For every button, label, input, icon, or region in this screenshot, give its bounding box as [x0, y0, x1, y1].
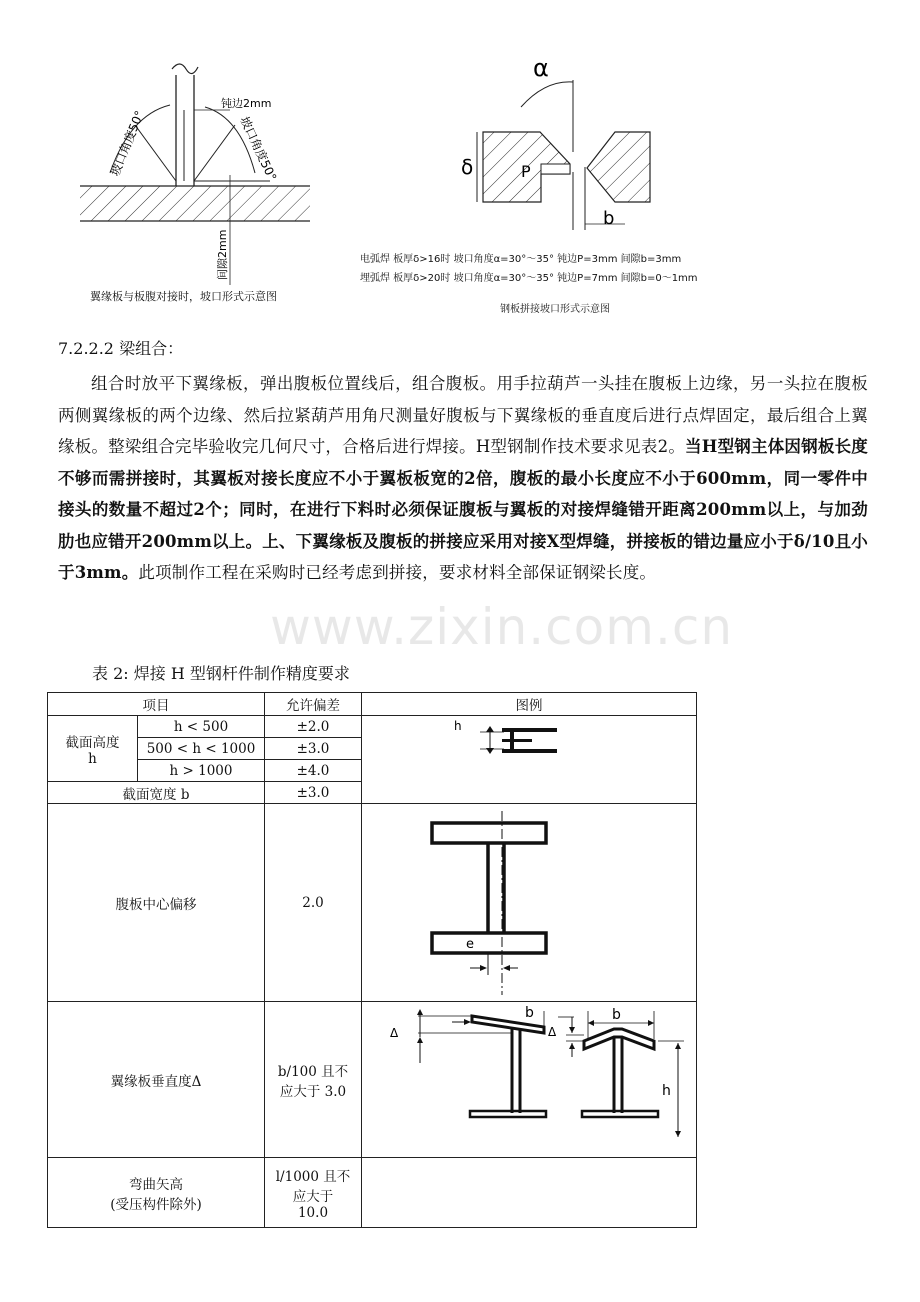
bevel-angle-right-label: 坡口角度50°: [237, 114, 280, 184]
height-label-2: h: [88, 750, 97, 767]
bend-tol-2: 应大于: [292, 1188, 334, 1205]
fig-delta-label-2: Δ: [548, 1024, 557, 1039]
flange-tol-cell: [265, 1002, 362, 1158]
flange-tol-1: b/100 且不: [277, 1063, 349, 1080]
header-tolerance: 允许偏差: [265, 693, 362, 716]
blunt-edge-label: 钝边2mm: [221, 97, 272, 110]
bend-tol-1: l/1000 且不: [275, 1168, 351, 1185]
bevel-angle-left-label: 坡口角度50°: [107, 108, 147, 179]
header-item: 项目: [48, 693, 265, 716]
alpha-label: α: [533, 54, 549, 82]
fig-b-label-1: b: [525, 1004, 534, 1021]
fig-cell-section: [362, 716, 697, 804]
paragraph-normal-1: 组合时放平下翼缘板，弹出腹板位置线后，组合腹板。用手拉葫芦一头挂在腹板上边缘，另一头拉在腹板两侧翼缘板的两个边缘、然后拉紧葫芦用角尺测量好腹板与下翼缘板的垂直度后进行点焊固定，最后组合上翼缘板。整梁组合完毕验收完几何尺寸，合格后进行焊接。H型钢制作技术要求见表2。: [58, 374, 868, 456]
fig-b-label-2: b: [612, 1006, 621, 1023]
fig-cell-bend: [362, 1158, 697, 1228]
fig-e-label: e: [466, 936, 474, 952]
section-heading: 7.2.2.2 梁组合：: [58, 339, 184, 358]
bend-label-cell: [48, 1158, 265, 1228]
p-label: P: [521, 162, 531, 181]
fig-delta-label-1: Δ: [390, 1025, 399, 1040]
body-paragraph: [58, 368, 868, 589]
right-figure-caption: 钢板拼接坡口形式示意图: [500, 304, 610, 315]
table-row: [48, 804, 697, 1002]
table-row: [48, 716, 697, 738]
spec-table: [47, 692, 697, 1228]
fig-cell-flange: [362, 1002, 697, 1158]
bend-label-2: (受压构件除外): [110, 1196, 202, 1213]
left-bevel-figure: [70, 55, 320, 315]
gap-label: 间隙2mm: [216, 229, 229, 280]
web-offset-figure: [362, 805, 696, 1001]
height-tol-3: ±4.0: [265, 760, 362, 782]
right-note-line2: 埋弧焊 板厚δ>20时 坡口角度α=30°～35° 钝边P=7mm 间隙b=0～1mm: [360, 273, 698, 284]
fig-h-label-1: h: [454, 719, 462, 733]
height-range-2: 500 < h < 1000: [138, 738, 265, 760]
paragraph-normal-2: 此项制作工程在采购时已经考虑到拼接，要求材料全部保证钢梁长度。: [138, 563, 657, 582]
flange-tol-2: 应大于 3.0: [279, 1083, 347, 1100]
width-label: 截面宽度 b: [48, 782, 265, 804]
table-title: 表 2: 焊接 H 型钢杆件制作精度要求: [92, 664, 350, 683]
fig-cell-web: [362, 804, 697, 1002]
web-offset-label: 腹板中心偏移: [48, 804, 265, 1002]
bend-tol-cell: [265, 1158, 362, 1228]
watermark: www.zixin.com.cn: [270, 598, 734, 656]
height-label-cell: [48, 716, 138, 782]
table-row: [48, 1002, 697, 1158]
table-header-row: [48, 693, 697, 716]
height-label-1: 截面高度: [65, 734, 120, 751]
height-range-1: h < 500: [138, 716, 265, 738]
table-row: [48, 1158, 697, 1228]
bend-label-1: 弯曲矢高: [129, 1176, 183, 1193]
fig-h-label-2: h: [662, 1082, 671, 1099]
left-figure-caption: 翼缘板与板腹对接时，坡口形式示意图: [90, 290, 277, 303]
paragraph-bold: 当H型钢主体因钢板长度不够而需拼接时，其翼板对接长度应不小于翼板板宽的2倍，腹板的最小长度应不小于600mm，同一零件中接头的数量不超过2个；同时，在进行下料时必须保证腹板与翼板的对接焊缝错开距离200mm以上，与加劲肋也应错开200mm以上。上、下翼缘板及腹板的拼接应采用对接X型焊缝，拼接板的错边量应小于δ/10且小于3mm。: [58, 437, 868, 582]
flange-squareness-figure: [362, 1003, 696, 1157]
height-tol-2: ±3.0: [265, 738, 362, 760]
b-label: b: [603, 208, 615, 229]
right-note-line1: 电弧焊 板厚δ>16时 坡口角度α=30°～35° 钝边P=3mm 间隙b=3mm: [360, 254, 682, 265]
flange-label: 翼缘板垂直度Δ: [48, 1002, 265, 1158]
bend-tol-3: 10.0: [297, 1204, 329, 1221]
web-offset-tol: 2.0: [265, 804, 362, 1002]
right-bevel-figure: [455, 52, 745, 232]
header-figure: 图例: [362, 693, 697, 716]
section-height-figure: [362, 716, 696, 796]
delta-label: δ: [461, 155, 474, 179]
height-range-3: h > 1000: [138, 760, 265, 782]
height-tol-1: ±2.0: [265, 716, 362, 738]
width-tol: ±3.0: [265, 782, 362, 804]
